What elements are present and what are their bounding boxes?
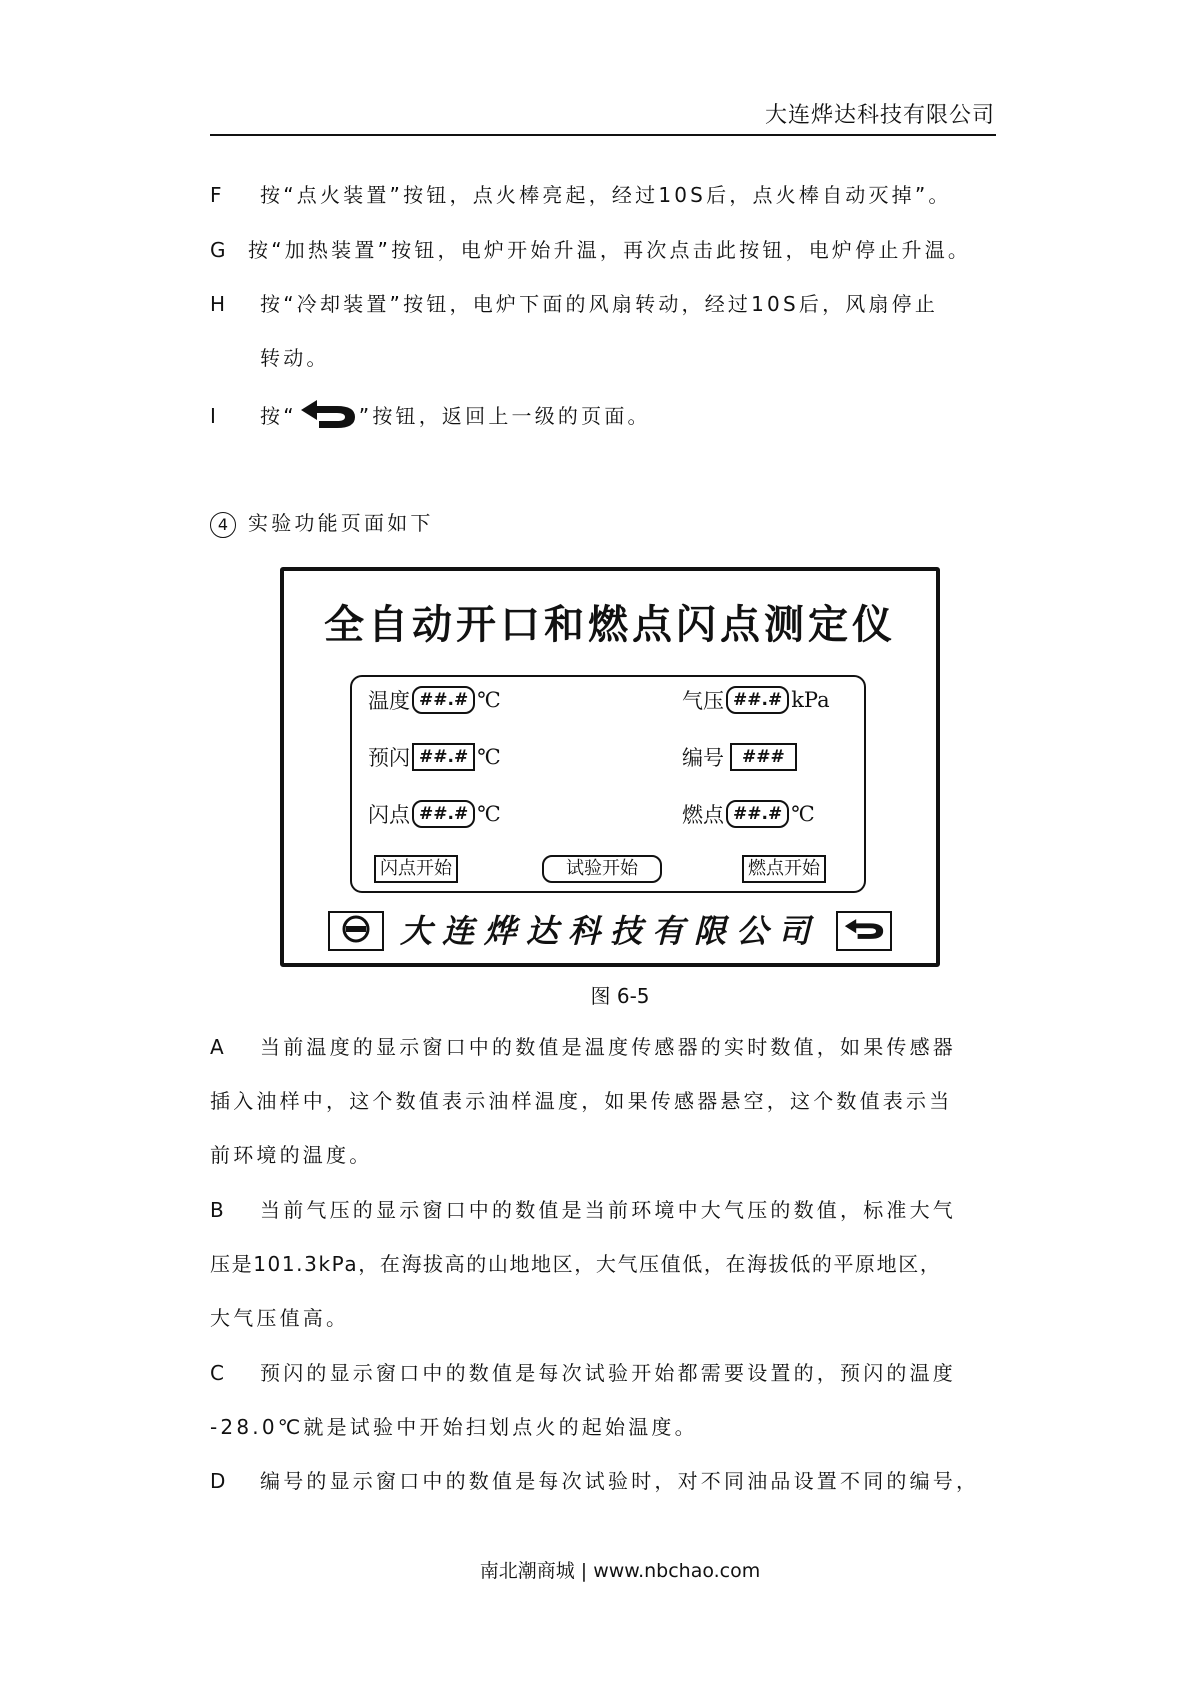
figure-caption: 图 6-5 [590,984,650,1008]
fire-value: ##.# [726,800,789,828]
temp-value: ##.# [412,686,475,714]
flash-field: 闪点 ##.# ℃ [368,802,501,827]
para-b: B 当前气压的显示窗口中的数值是当前环境中大气压的数值，标准大气 [210,1198,956,1222]
para-d: D 编号的显示窗口中的数值是每次试验时，对不同油品设置不同的编号， [210,1469,980,1493]
minus-circle-icon [341,914,371,948]
para-c: C 预闪的显示窗口中的数值是每次试验开始都需要设置的，预闪的温度 [210,1361,956,1385]
para-a: A 当前温度的显示窗口中的数值是温度传感器的实时数值，如果传感器 [210,1035,956,1059]
pressure-field: 气压 ##.# kPa [682,688,830,713]
header-rule [210,134,996,136]
test-function-screen [280,567,940,967]
header-company: 大连烨达科技有限公司 [764,103,995,128]
back-arrow-icon [842,914,886,948]
screen-company: 大连烨达科技有限公司 [399,912,820,950]
fire-field: 燃点 ##.# ℃ [682,802,815,827]
footer-watermark: 南北潮商城 | www.nbchao.com [479,1560,761,1582]
back-button[interactable] [836,911,892,951]
flash-value: ##.# [412,800,475,828]
para-a-line: 前环境的温度。 [210,1143,373,1167]
preflash-field: 预闪 ##.# ℃ [368,745,501,770]
flash-start-button[interactable]: 闪点开始 [374,855,458,883]
number-field: 编号 ### [682,742,799,772]
test-start-button[interactable]: 试验开始 [542,855,662,883]
readout-panel [350,675,866,893]
para-a-line: 插入油样中，这个数值表示油样温度，如果传感器悬空，这个数值表示当 [210,1089,953,1113]
step-h-cont: 转动。 [260,346,330,370]
step-h: H 按“冷却装置”按钮，电炉下面的风扇转动，经过10S后，风扇停止 [210,292,939,316]
stop-button[interactable] [328,911,384,951]
step-i: I 按“ ”按钮，返回上一级的页面。 [210,399,1010,436]
screen-bottom-bar [328,911,892,951]
para-c-line: -28.0℃就是试验中开始扫划点火的起始温度。 [210,1415,698,1439]
para-b-line: 大气压值高。 [210,1306,350,1330]
temp-field: 温度 ##.# ℃ [368,688,501,713]
screen-title: 全自动开口和燃点闪点测定仪 [324,601,896,648]
preflash-input[interactable]: ##.# [412,743,475,771]
step-g: G 按“加热装置”按钮，电炉开始升温，再次点击此按钮，电炉停止升温。 [210,238,972,262]
pressure-value: ##.# [726,686,789,714]
number-input[interactable]: ### [730,743,797,771]
step-f: F 按“点火装置”按钮，点火棒亮起，经过10S后，点火棒自动灭掉”。 [210,183,952,207]
para-b-line: 压是101.3kPa，在海拔高的山地地区，大气压值低，在海拔低的平原地区， [210,1252,942,1276]
fire-start-button[interactable]: 燃点开始 [742,855,826,883]
section-heading: 4 实验功能页面如下 [210,509,1010,538]
back-arrow-icon [297,399,359,436]
